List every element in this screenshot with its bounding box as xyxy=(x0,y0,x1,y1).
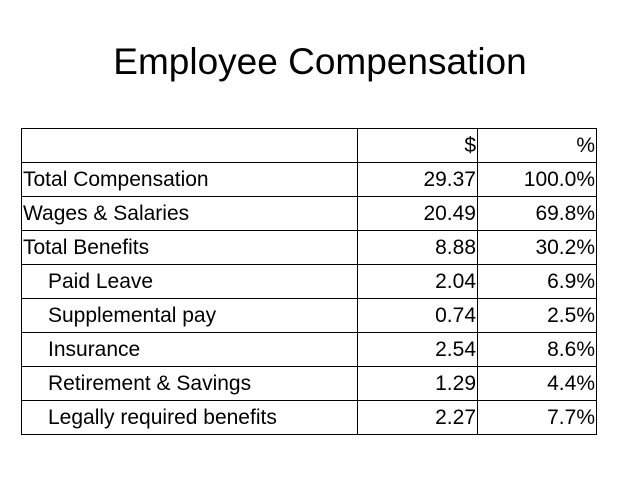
table-row xyxy=(22,265,597,299)
row-percent: 2.5% xyxy=(478,299,597,333)
table-row xyxy=(22,367,597,401)
row-percent: 69.8% xyxy=(478,197,597,231)
row-percent: 30.2% xyxy=(478,231,597,265)
table-row xyxy=(22,197,597,231)
table-row xyxy=(22,163,597,197)
row-dollars: 8.88 xyxy=(358,231,478,265)
row-dollars: 1.29 xyxy=(358,367,478,401)
row-percent: 4.4% xyxy=(478,367,597,401)
slide-title: Employee Compensation xyxy=(113,41,527,82)
row-percent: 8.6% xyxy=(478,333,597,367)
row-percent: 6.9% xyxy=(478,265,597,299)
row-label: Total Compensation xyxy=(22,163,358,197)
row-label: Retirement & Savings xyxy=(22,367,358,401)
table-row xyxy=(22,231,597,265)
row-label: Paid Leave xyxy=(22,265,358,299)
row-label: Supplemental pay xyxy=(22,299,358,333)
row-dollars: 20.49 xyxy=(358,197,478,231)
header-label-cell xyxy=(22,129,358,163)
header-dollars-cell: $ xyxy=(358,129,478,163)
row-dollars: 29.37 xyxy=(358,163,478,197)
row-label: Total Benefits xyxy=(22,231,358,265)
header-percent-cell: % xyxy=(478,129,597,163)
row-percent: 7.7% xyxy=(478,401,597,435)
row-dollars: 2.54 xyxy=(358,333,478,367)
row-dollars: 0.74 xyxy=(358,299,478,333)
table-row xyxy=(22,401,597,435)
row-dollars: 2.04 xyxy=(358,265,478,299)
row-label: Legally required benefits xyxy=(22,401,358,435)
table-header-row xyxy=(22,129,597,163)
row-label: Insurance xyxy=(22,333,358,367)
row-dollars: 2.27 xyxy=(358,401,478,435)
table-row xyxy=(22,333,597,367)
compensation-table xyxy=(21,128,597,435)
row-label: Wages & Salaries xyxy=(22,197,358,231)
table-row xyxy=(22,299,597,333)
row-percent: 100.0% xyxy=(478,163,597,197)
